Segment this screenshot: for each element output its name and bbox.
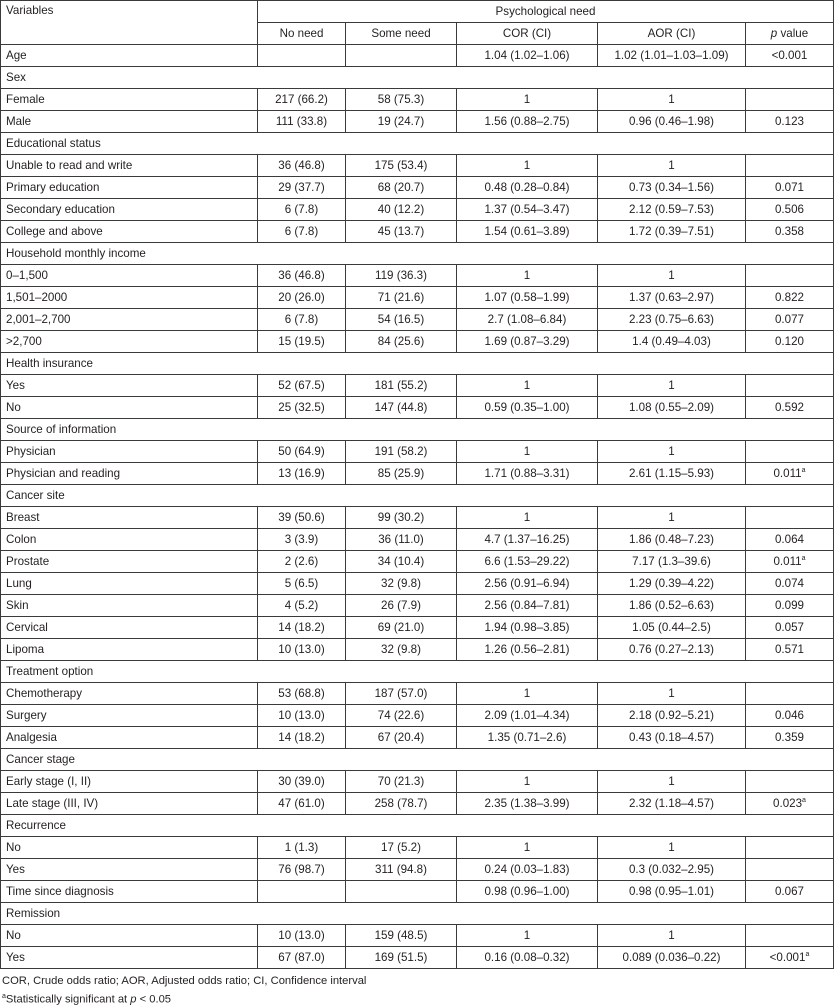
section-label: Cancer site: [1, 485, 834, 507]
p-value-cell: [746, 617, 834, 639]
table-row: [1, 639, 834, 661]
p-value-cell: [746, 265, 834, 287]
row-label: Breast: [1, 507, 258, 529]
row-label: Unable to read and write: [1, 155, 258, 177]
no-need-cell: 29 (37.7): [258, 177, 346, 199]
cor-cell: 1: [457, 837, 598, 859]
cor-cell: 1.71 (0.88–3.31): [457, 463, 598, 485]
aor-cell: 1.37 (0.63–2.97): [598, 287, 746, 309]
cor-cell: 1: [457, 155, 598, 177]
aor-cell: 1: [598, 375, 746, 397]
p-value: 0.067: [774, 884, 804, 898]
p-value-cell: [746, 111, 834, 133]
cor-cell: 2.56 (0.84–7.81): [457, 595, 598, 617]
cor-cell: 1.26 (0.56–2.81): [457, 639, 598, 661]
aor-cell: 1: [598, 837, 746, 859]
some-need-cell: [346, 45, 457, 67]
no-need-cell: 217 (66.2): [258, 89, 346, 111]
table-row: [1, 155, 834, 177]
some-need-cell: 17 (5.2): [346, 837, 457, 859]
p-value: 0.077: [774, 312, 804, 326]
p-value-cell: [746, 397, 834, 419]
table-row: [1, 705, 834, 727]
section-row-education: [1, 133, 834, 155]
table-row: [1, 793, 834, 815]
no-need-cell: 14 (18.2): [258, 617, 346, 639]
row-label: 2,001–2,700: [1, 309, 258, 331]
some-need-cell: 69 (21.0): [346, 617, 457, 639]
no-need-header: No need: [258, 23, 346, 45]
cor-cell: 1: [457, 925, 598, 947]
aor-cell: 1: [598, 683, 746, 705]
cor-cell: 1: [457, 771, 598, 793]
some-need-cell: 85 (25.9): [346, 463, 457, 485]
section-row-sex: [1, 67, 834, 89]
some-need-cell: 181 (55.2): [346, 375, 457, 397]
p-value-cell: [746, 705, 834, 727]
p-value: 0.074: [774, 576, 804, 590]
section-row-insurance: [1, 353, 834, 375]
table-row: [1, 617, 834, 639]
cor-cell: 2.35 (1.38–3.99): [457, 793, 598, 815]
section-label: Educational status: [1, 133, 834, 155]
p-value: 0.506: [774, 202, 804, 216]
table-row: [1, 573, 834, 595]
table-row: [1, 221, 834, 243]
cor-cell: 1.35 (0.71–2.6): [457, 727, 598, 749]
no-need-cell: 20 (26.0): [258, 287, 346, 309]
row-label: Male: [1, 111, 258, 133]
p-value-cell: [746, 155, 834, 177]
table-row-age: [1, 45, 834, 67]
table-body: [1, 45, 834, 969]
p-value-cell: [746, 859, 834, 881]
aor-cell: 1: [598, 155, 746, 177]
table-row: [1, 463, 834, 485]
table-row: [1, 199, 834, 221]
p-symbol: p: [770, 26, 778, 40]
some-need-cell: 54 (16.5): [346, 309, 457, 331]
cor-cell: 0.59 (0.35–1.00): [457, 397, 598, 419]
p-value: 0.822: [774, 290, 804, 304]
no-need-cell: 6 (7.8): [258, 309, 346, 331]
table-row: [1, 331, 834, 353]
section-label: Treatment option: [1, 661, 834, 683]
section-row-information: [1, 419, 834, 441]
cor-cell: 1: [457, 265, 598, 287]
aor-header: AOR (CI): [598, 23, 746, 45]
table-row: [1, 265, 834, 287]
p-value-cell: [746, 793, 834, 815]
cor-cell: 1: [457, 375, 598, 397]
p-value-cell: [746, 309, 834, 331]
p-value-cell: [746, 507, 834, 529]
section-label: Health insurance: [1, 353, 834, 375]
cor-cell: 1.07 (0.58–1.99): [457, 287, 598, 309]
row-label: Physician and reading: [1, 463, 258, 485]
p-value-cell: [746, 837, 834, 859]
no-need-cell: 6 (7.8): [258, 199, 346, 221]
p-value-cell: [746, 287, 834, 309]
row-label: Yes: [1, 375, 258, 397]
section-row-income: [1, 243, 834, 265]
row-label: Lipoma: [1, 639, 258, 661]
row-label: Prostate: [1, 551, 258, 573]
row-label: No: [1, 397, 258, 419]
row-label: Age: [1, 45, 258, 67]
p-value: 0.023: [773, 796, 803, 810]
p-value-cell: [746, 331, 834, 353]
p-value-cell: [746, 463, 834, 485]
some-need-cell: 191 (58.2): [346, 441, 457, 463]
table-row: [1, 551, 834, 573]
cor-cell: 1.69 (0.87–3.29): [457, 331, 598, 353]
cor-cell: 6.6 (1.53–29.22): [457, 551, 598, 573]
section-label: Cancer stage: [1, 749, 834, 771]
row-label: Lung: [1, 573, 258, 595]
p-value-cell: [746, 881, 834, 903]
row-label: Cervical: [1, 617, 258, 639]
significance-marker: a: [801, 554, 806, 562]
no-need-cell: 10 (13.0): [258, 639, 346, 661]
aor-cell: 2.61 (1.15–5.93): [598, 463, 746, 485]
some-need-cell: 119 (36.3): [346, 265, 457, 287]
no-need-cell: 6 (7.8): [258, 221, 346, 243]
row-label: Early stage (I, II): [1, 771, 258, 793]
aor-cell: 1.08 (0.55–2.09): [598, 397, 746, 419]
no-need-cell: 2 (2.6): [258, 551, 346, 573]
no-need-cell: [258, 881, 346, 903]
table-row: [1, 375, 834, 397]
row-label: No: [1, 925, 258, 947]
section-label: Source of information: [1, 419, 834, 441]
p-value-cell: [746, 441, 834, 463]
some-need-cell: 169 (51.5): [346, 947, 457, 969]
table-row: [1, 859, 834, 881]
row-label: 0–1,500: [1, 265, 258, 287]
aor-cell: 1.02 (1.01–1.03–1.09): [598, 45, 746, 67]
aor-cell: 1: [598, 771, 746, 793]
table-row: [1, 683, 834, 705]
table-row: [1, 837, 834, 859]
cor-cell: 0.48 (0.28–0.84): [457, 177, 598, 199]
no-need-cell: 36 (46.8): [258, 265, 346, 287]
significance-threshold: < 0.05: [136, 993, 172, 1006]
row-label: Skin: [1, 595, 258, 617]
section-row-cancer-site: [1, 485, 834, 507]
no-need-cell: 4 (5.2): [258, 595, 346, 617]
table-footnotes: [0, 973, 834, 1008]
no-need-cell: 76 (98.7): [258, 859, 346, 881]
row-label: Female: [1, 89, 258, 111]
some-need-cell: 70 (21.3): [346, 771, 457, 793]
row-label: Primary education: [1, 177, 258, 199]
aor-cell: 1: [598, 89, 746, 111]
row-label: Colon: [1, 529, 258, 551]
table-row-time-since-diagnosis: [1, 881, 834, 903]
section-label: Remission: [1, 903, 834, 925]
some-need-cell: [346, 881, 457, 903]
section-label: Recurrence: [1, 815, 834, 837]
p-value: 0.123: [774, 114, 804, 128]
section-label: Household monthly income: [1, 243, 834, 265]
no-need-cell: 50 (64.9): [258, 441, 346, 463]
cor-cell: 1.94 (0.98–3.85): [457, 617, 598, 639]
variables-header: Variables: [1, 1, 258, 45]
p-value-suffix: value: [777, 26, 809, 40]
p-value: <0.001: [771, 48, 808, 62]
p-value: 0.011: [773, 554, 802, 568]
some-need-cell: 84 (25.6): [346, 331, 457, 353]
p-value: 0.120: [774, 334, 804, 348]
p-value-cell: [746, 573, 834, 595]
no-need-cell: 5 (6.5): [258, 573, 346, 595]
table-row: [1, 507, 834, 529]
p-value-header: [746, 23, 834, 45]
p-value-cell: [746, 771, 834, 793]
some-need-cell: 99 (30.2): [346, 507, 457, 529]
some-need-cell: 40 (12.2): [346, 199, 457, 221]
p-value: 0.359: [774, 730, 804, 744]
table-row: [1, 441, 834, 463]
p-value: 0.358: [774, 224, 804, 238]
row-label: Physician: [1, 441, 258, 463]
row-label: Chemotherapy: [1, 683, 258, 705]
significance-marker: a: [802, 796, 806, 804]
aor-cell: 2.32 (1.18–4.57): [598, 793, 746, 815]
some-need-cell: 67 (20.4): [346, 727, 457, 749]
p-value: 0.057: [774, 620, 804, 634]
some-need-cell: 71 (21.6): [346, 287, 457, 309]
table-row: [1, 397, 834, 419]
no-need-cell: 52 (67.5): [258, 375, 346, 397]
p-value-cell: [746, 727, 834, 749]
aor-cell: 1: [598, 441, 746, 463]
no-need-cell: 67 (87.0): [258, 947, 346, 969]
psychological-need-header: Psychological need: [258, 1, 834, 23]
aor-cell: 2.18 (0.92–5.21): [598, 705, 746, 727]
cor-cell: 1.54 (0.61–3.89): [457, 221, 598, 243]
aor-cell: 0.089 (0.036–0.22): [598, 947, 746, 969]
some-need-cell: 74 (22.6): [346, 705, 457, 727]
no-need-cell: 30 (39.0): [258, 771, 346, 793]
no-need-cell: 53 (68.8): [258, 683, 346, 705]
cor-header: COR (CI): [457, 23, 598, 45]
row-label: Secondary education: [1, 199, 258, 221]
no-need-cell: 39 (50.6): [258, 507, 346, 529]
aor-cell: 1: [598, 925, 746, 947]
significance-p-symbol: p: [130, 993, 137, 1006]
p-value: 0.592: [774, 400, 804, 414]
no-need-cell: 36 (46.8): [258, 155, 346, 177]
significance-marker: a: [801, 466, 806, 474]
section-row-treatment: [1, 661, 834, 683]
some-need-cell: 34 (10.4): [346, 551, 457, 573]
row-label: College and above: [1, 221, 258, 243]
no-need-cell: 10 (13.0): [258, 925, 346, 947]
cor-cell: 2.56 (0.91–6.94): [457, 573, 598, 595]
row-label: No: [1, 837, 258, 859]
row-label: Yes: [1, 859, 258, 881]
significance-marker: a: [805, 950, 810, 958]
aor-cell: 0.98 (0.95–1.01): [598, 881, 746, 903]
some-need-cell: 159 (48.5): [346, 925, 457, 947]
p-value-cell: [746, 529, 834, 551]
some-need-cell: 45 (13.7): [346, 221, 457, 243]
some-need-cell: 175 (53.4): [346, 155, 457, 177]
aor-cell: 2.12 (0.59–7.53): [598, 199, 746, 221]
no-need-cell: 3 (3.9): [258, 529, 346, 551]
cor-cell: 0.98 (0.96–1.00): [457, 881, 598, 903]
abbreviations-note: COR, Crude odds ratio; AOR, Adjusted odds ratio; CI, Confidence interval: [2, 975, 367, 987]
some-need-cell: 32 (9.8): [346, 639, 457, 661]
significance-text: Statistically significant at: [5, 993, 131, 1006]
p-value-cell: [746, 683, 834, 705]
aor-cell: 0.76 (0.27–2.13): [598, 639, 746, 661]
cor-cell: 1.37 (0.54–3.47): [457, 199, 598, 221]
aor-cell: 1.86 (0.48–7.23): [598, 529, 746, 551]
table-row: [1, 771, 834, 793]
aor-cell: 1.4 (0.49–4.03): [598, 331, 746, 353]
aor-cell: 0.3 (0.032–2.95): [598, 859, 746, 881]
no-need-cell: 1 (1.3): [258, 837, 346, 859]
cor-cell: 1: [457, 507, 598, 529]
p-value-cell: [746, 925, 834, 947]
aor-cell: 1.86 (0.52–6.63): [598, 595, 746, 617]
aor-cell: 0.73 (0.34–1.56): [598, 177, 746, 199]
row-label: 1,501–2000: [1, 287, 258, 309]
row-label: Time since diagnosis: [1, 881, 258, 903]
no-need-cell: 47 (61.0): [258, 793, 346, 815]
no-need-cell: 13 (16.9): [258, 463, 346, 485]
cor-cell: 0.16 (0.08–0.32): [457, 947, 598, 969]
table-row: [1, 111, 834, 133]
some-need-cell: 258 (78.7): [346, 793, 457, 815]
no-need-cell: [258, 45, 346, 67]
section-row-recurrence: [1, 815, 834, 837]
p-value-cell: [746, 947, 834, 969]
aor-cell: 0.96 (0.46–1.98): [598, 111, 746, 133]
cor-cell: 1.56 (0.88–2.75): [457, 111, 598, 133]
p-value-cell: [746, 551, 834, 573]
section-row-stage: [1, 749, 834, 771]
p-value-cell: [746, 375, 834, 397]
aor-cell: 1: [598, 265, 746, 287]
some-need-cell: 26 (7.9): [346, 595, 457, 617]
p-value: 0.046: [774, 708, 804, 722]
aor-cell: 1.29 (0.39–4.22): [598, 573, 746, 595]
row-label: Analgesia: [1, 727, 258, 749]
p-value: 0.064: [774, 532, 804, 546]
table-row: [1, 287, 834, 309]
row-label: Surgery: [1, 705, 258, 727]
section-label: Sex: [1, 67, 834, 89]
table-row: [1, 309, 834, 331]
aor-cell: 7.17 (1.3–39.6): [598, 551, 746, 573]
cor-cell: 2.7 (1.08–6.84): [457, 309, 598, 331]
cor-cell: 2.09 (1.01–4.34): [457, 705, 598, 727]
p-value-cell: [746, 177, 834, 199]
p-value-cell: [746, 595, 834, 617]
cor-cell: 1: [457, 683, 598, 705]
p-value-cell: [746, 639, 834, 661]
some-need-cell: 311 (94.8): [346, 859, 457, 881]
cor-cell: 4.7 (1.37–16.25): [457, 529, 598, 551]
row-label: Yes: [1, 947, 258, 969]
aor-cell: 1.72 (0.39–7.51): [598, 221, 746, 243]
cor-cell: 1.04 (1.02–1.06): [457, 45, 598, 67]
p-value-cell: [746, 89, 834, 111]
no-need-cell: 15 (19.5): [258, 331, 346, 353]
table-row: [1, 177, 834, 199]
row-label: Late stage (III, IV): [1, 793, 258, 815]
some-need-cell: 187 (57.0): [346, 683, 457, 705]
no-need-cell: 10 (13.0): [258, 705, 346, 727]
aor-cell: 1: [598, 507, 746, 529]
table-row: [1, 925, 834, 947]
some-need-cell: 19 (24.7): [346, 111, 457, 133]
table-row: [1, 89, 834, 111]
cor-cell: 1: [457, 441, 598, 463]
p-value: 0.071: [774, 180, 804, 194]
table-row: [1, 727, 834, 749]
some-need-cell: 58 (75.3): [346, 89, 457, 111]
cor-cell: 1: [457, 89, 598, 111]
table-row: [1, 947, 834, 969]
some-need-cell: 147 (44.8): [346, 397, 457, 419]
p-value: 0.099: [774, 598, 804, 612]
cor-cell: 0.24 (0.03–1.83): [457, 859, 598, 881]
aor-cell: 0.43 (0.18–4.57): [598, 727, 746, 749]
p-value: 0.011: [773, 466, 802, 480]
section-row-remission: [1, 903, 834, 925]
some-need-cell: 32 (9.8): [346, 573, 457, 595]
aor-cell: 2.23 (0.75–6.63): [598, 309, 746, 331]
some-need-header: Some need: [346, 23, 457, 45]
p-value-cell: [746, 45, 834, 67]
no-need-cell: 111 (33.8): [258, 111, 346, 133]
table-row: [1, 595, 834, 617]
no-need-cell: 14 (18.2): [258, 727, 346, 749]
table-header: [1, 1, 834, 45]
row-label: >2,700: [1, 331, 258, 353]
aor-cell: 1.05 (0.44–2.5): [598, 617, 746, 639]
p-value: <0.001: [769, 950, 806, 964]
some-need-cell: 36 (11.0): [346, 529, 457, 551]
some-need-cell: 68 (20.7): [346, 177, 457, 199]
table-row: [1, 529, 834, 551]
p-value-cell: [746, 199, 834, 221]
no-need-cell: 25 (32.5): [258, 397, 346, 419]
p-value-cell: [746, 221, 834, 243]
p-value: 0.571: [774, 642, 804, 656]
significance-marker: a: [2, 993, 6, 1000]
